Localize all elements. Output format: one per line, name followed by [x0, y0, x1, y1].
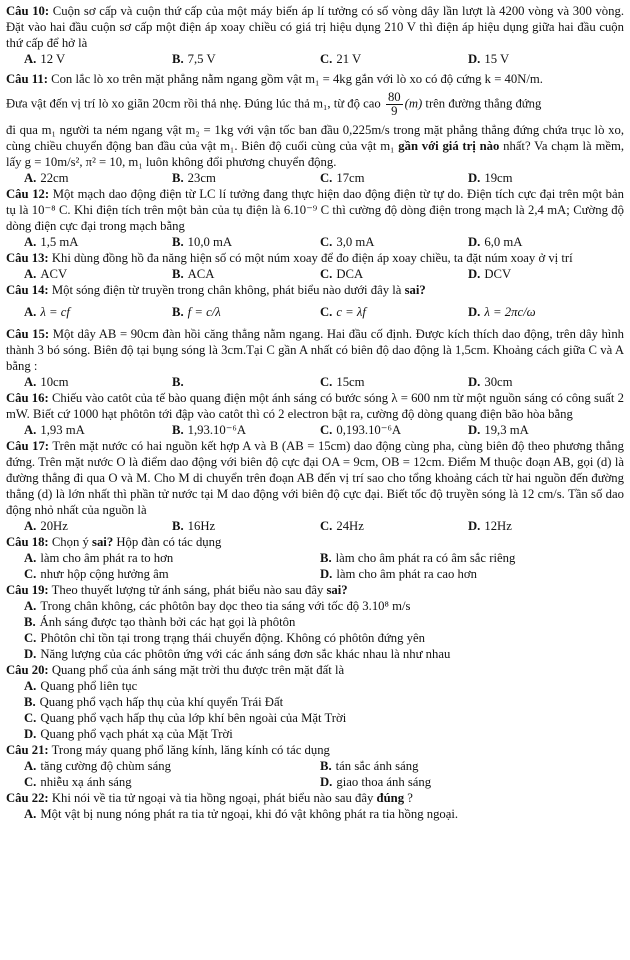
option-b: B. 7,5 V — [172, 52, 216, 66]
option-a: A. làm cho âm phát ra to hơn — [24, 551, 174, 565]
question-22: Câu 22: Khi nói về tia tử ngoại và tia hồng ngoại, phát biểu nào sau đây đúng ? A. Một vật bị nung nóng phát ra tia tử ngoại, khi đó vật không phát ra tia hồng ngoại. — [6, 790, 624, 822]
option-d: D. λ = 2πc/ω — [468, 305, 536, 319]
option-a: A. λ = cf — [24, 305, 70, 319]
question-14: Câu 14: Một sóng điện từ truyền trong chân không, phát biểu nào dưới đây là sai? A. λ = cf B. f = c/λ C. c = λf D. λ = 2πc/ω — [6, 282, 624, 326]
option-b: B. — [172, 375, 184, 389]
option-d: D. giao thoa ánh sáng — [320, 775, 432, 789]
option-d: D. 19cm — [468, 171, 513, 185]
option-d: D. 30cm — [468, 375, 513, 389]
option-c: C. c = λf — [320, 305, 366, 319]
option-a: A. 12 V — [24, 52, 66, 66]
question-20: Câu 20: Quang phổ của ánh sáng mặt trời thu được trên mặt đất là A. Quang phổ liên tục B. Quang phổ vạch hấp thụ của khí quyển Trái Đất C. Quang phổ vạch hấp thụ của lớp khí bên ngoài của Mặt Trời D. Quang phổ vạch phát xạ của Mặt Trời — [6, 662, 624, 742]
option-d: D. 19,3 mA — [468, 423, 529, 437]
option-c: C. nhiễu xạ ánh sáng — [24, 775, 132, 789]
option-c: C. 17cm — [320, 171, 365, 185]
option-d: D. 6,0 mA — [468, 235, 523, 249]
question-15: Câu 15: Một dây AB = 90cm đàn hồi căng thẳng nằm ngang. Hai đầu cố định. Được kích thích dao động, trên dây hình thành 3 bó sóng. Biên độ tại bụng sóng là 3cm.Tại C gần A nhất có biên độ dao động là 1,5cm. Khoảng cách giữa C và A bằng : A. 10cm B. C. 15cm D. 30cm — [6, 327, 625, 389]
option-c: C. 15cm — [320, 375, 365, 389]
question-text: Cuộn sơ cấp và cuộn thứ cấp của một máy biến áp lí tưởng có số vòng dây lần lượt là 4200 vòng và 300 vòng. Đặt vào hai đầu cuộn sơ cấp một điện áp xoay chiều có giá trị hiệu dụng 210 V thì điện áp hiệu dụng giữa hai đầu cuộn thứ cấp để hở là — [6, 4, 625, 50]
option-a: A. 22cm — [24, 171, 69, 185]
option-b: B. 16Hz — [172, 519, 216, 533]
option-c: C. Phôtôn chỉ tồn tại trong trạng thái chuyển động. Không có phôtôn đứng yên — [24, 631, 425, 645]
option-c: C. Quang phổ vạch hấp thụ của lớp khí bên ngoài của Mặt Trời — [24, 711, 347, 725]
option-c: C. 24Hz — [320, 519, 364, 533]
question-16: Câu 16: Chiếu vào catôt của tế bào quang điện một ánh sáng có bước sóng λ = 600 nm từ một nguồn sáng có công suất 2 mW. Biết cứ 1000 hạt phôtôn tới đập vào catôt thì có 2 electron bật ra, cường độ dòng quang điện bão hòa bằng A. 1,93 mA B. 1,93.10⁻⁶A C. 0,193.10⁻⁶A D. 19,3 mA — [6, 391, 625, 437]
option-c: C. 21 V — [320, 52, 362, 66]
question-17: Câu 17: Trên mặt nước có hai nguồn kết hợp A và B (AB = 15cm) dao động cùng pha, cùng biên độ theo phương thẳng đứng. Trên mặt nước O là điểm dao động với biên độ cực đại OA = 9cm, OB = 12cm. Điểm M thuộc đoạn AB, gọi (d) là đường thẳng đi qua O và M. Cho M di chuyển trên đoạn AB đến vị trí sao cho tổng khoảng cách từ hai nguồn đến đường thẳng (d) là lớn nhất thì phần tử nước tại M dao động với biên độ cực đại. Biết tốc độ truyền sóng là 12 cm/s. Tần số dao động nhỏ nhất của nguồn là A. 20Hz B. 16Hz C. 24Hz D. 12Hz — [6, 439, 624, 533]
option-d: D. Quang phổ vạch phát xạ của Mặt Trời — [24, 727, 233, 741]
question-18: Câu 18: Chọn ý sai? Hộp đàn có tác dụng A. làm cho âm phát ra to hơn B. làm cho âm phát ra có âm sắc riêng C. nhưr hộp cộng hưởng âm D. làm cho âm phát ra cao hơn — [6, 534, 624, 582]
option-b: B. tán sắc ánh sáng — [320, 759, 419, 773]
height-fraction: $\frac{80}{9}$ — [387, 90, 401, 118]
option-d: D. 15 V — [468, 52, 510, 66]
option-a: A. 10cm — [24, 375, 69, 389]
option-b: B. ACA — [172, 267, 215, 281]
option-d: D. 12Hz — [468, 519, 512, 533]
option-c: C. DCA — [320, 267, 364, 281]
option-b: B. Ánh sáng được tạo thành bởi các hạt gọi là phôtôn — [24, 615, 296, 629]
option-d: D. DCV — [468, 267, 512, 281]
option-b: B. làm cho âm phát ra có âm sắc riêng — [320, 551, 516, 565]
option-a: A. ACV — [24, 267, 68, 281]
question-10 — [6, 3, 624, 67]
question-number: Câu 10: — [6, 4, 50, 18]
option-a: A. Trong chân không, các phôtôn bay dọc theo tia sáng với tốc độ 3.10⁸ m/s — [24, 599, 411, 613]
question-19: Câu 19: Theo thuyết lượng tử ánh sáng, phát biểu nào sau đây sai? A. Trong chân không, các phôtôn bay dọc theo tia sáng với tốc độ 3.10⁸ m/s B. Ánh sáng được tạo thành bởi các hạt gọi là phôtôn C. Phôtôn chỉ tồn tại trong trạng thái chuyển động. Không có phôtôn đứng yên D. Năng lượng của các phôtôn ứng với các ánh sáng đơn sắc khác nhau là như nhau — [6, 582, 624, 662]
option-a: A. Quang phổ liên tục — [24, 679, 138, 693]
question-21: Câu 21: Trong máy quang phổ lăng kính, lăng kính có tác dụng A. tăng cường độ chùm sáng B. tán sắc ánh sáng C. nhiễu xạ ánh sáng D. giao thoa ánh sáng — [6, 742, 624, 790]
option-d: D. làm cho âm phát ra cao hơn — [320, 567, 477, 581]
question-13: Câu 13: Khi dùng đồng hồ đa năng hiện số có một núm xoay để đo điện áp xoay chiều, ta đặt núm xoay ở vị trí A. ACV B. ACA C. DCA D. DCV — [6, 250, 624, 282]
option-b: B. f = c/λ — [172, 305, 221, 319]
option-b: B. 23cm — [172, 171, 216, 185]
option-a: A. 1,93 mA — [24, 423, 85, 437]
option-a: A. tăng cường độ chùm sáng — [24, 759, 171, 773]
option-c: C. 0,193.10⁻⁶A — [320, 423, 402, 437]
option-b: B. 1,93.10⁻⁶A — [172, 423, 246, 437]
option-b: B. Quang phổ vạch hấp thụ của khí quyển Trái Đất — [24, 695, 284, 709]
option-b: B. 10,0 mA — [172, 235, 233, 249]
question-12: Câu 12: Một mạch dao động điện từ LC lí tưởng đang thực hiện dao động điện từ tự do. Điện tích cực đại trên một bản tụ là 10⁻⁸ C. Khi điện tích trên một bản của tụ điện là 6.10⁻⁹ C thì cường độ dòng điện trong mạch là 2,4 mA; Cường độ dòng điện cực đại trong mạch bằng A. 1,5 mA B. 10,0 mA C. 3,0 mA D. 6,0 mA — [6, 187, 625, 249]
option-a: A. 20Hz — [24, 519, 68, 533]
option-a: A. Một vật bị nung nóng phát ra tia tử ngoại, khi đó vật không phát ra tia hồng ngoại. — [24, 807, 459, 821]
option-a: A. 1,5 mA — [24, 235, 79, 249]
option-d: D. Năng lượng của các phôtôn ứng với các ánh sáng đơn sắc khác nhau là như nhau — [24, 647, 451, 661]
question-11: Câu 11: Con lắc lò xo trên mặt phẳng nằm ngang gồm vật m₁ = 4kg gắn với lò xo có độ cứng k = 40N/m. Đưa vật đến vị trí lò xo giãn 20cm rồi thả nhẹ. Đúng lúc thả m₁, từ độ cao $\frac{80}{9}$ (m) trên đường thẳng đứng đi qua m₁ người ta ném ngang vật m₂ = 1kg với vận tốc ban đầu 0,225m/s trong mặt phẳng thẳng đứng chứa trục lò xo, cùng chiều chuyển động ban đầu của vật m₁. Biên độ cuối cùng của vật m₁ gần với giá trị nào nhất? Va chạm là mềm, lấy g = 10m/s², π² = 10, m₁ luôn không đổi phương chuyển động. A. 22cm B. 23cm C. 17cm D. 19cm — [6, 72, 624, 185]
option-c: C. nhưr hộp cộng hưởng âm — [24, 567, 169, 581]
option-c: C. 3,0 mA — [320, 235, 375, 249]
